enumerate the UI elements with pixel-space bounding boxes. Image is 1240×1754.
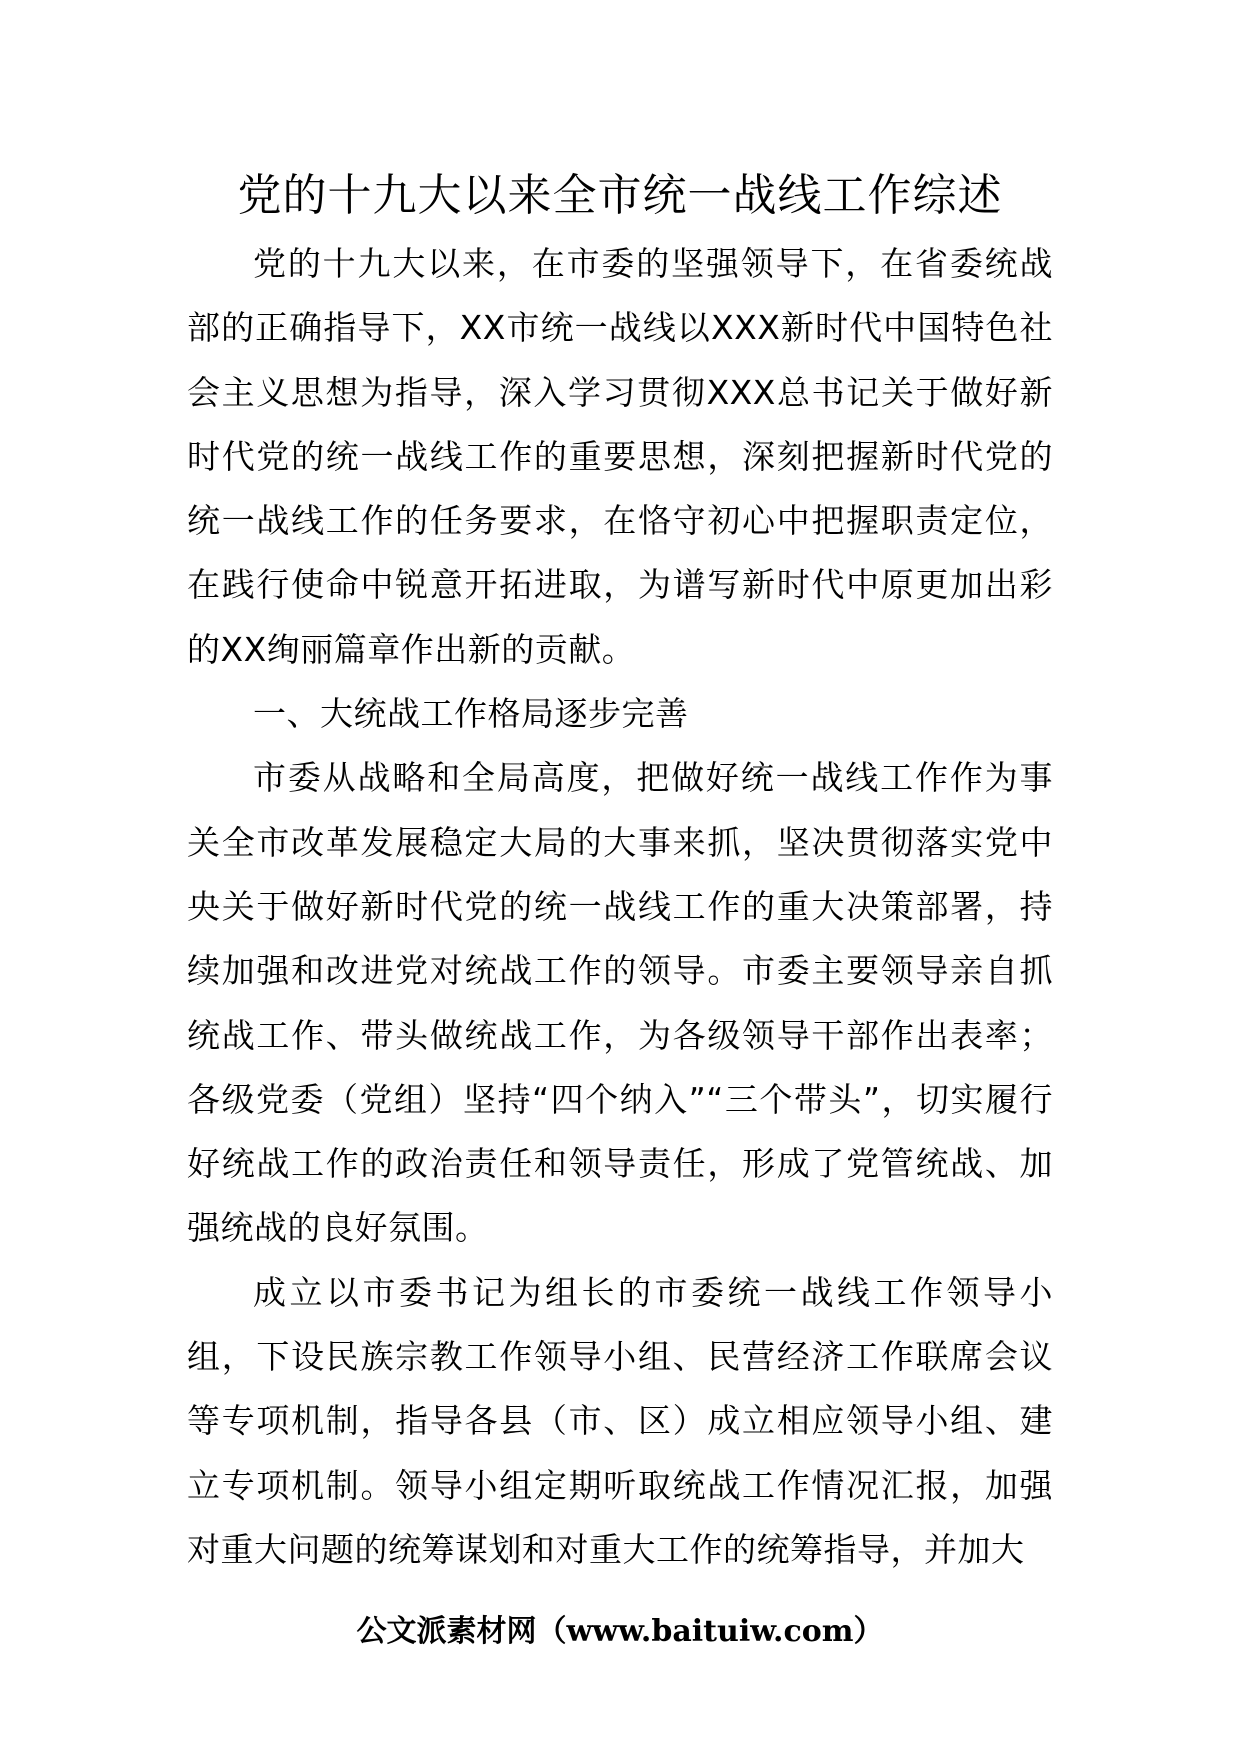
section-heading: 一、大统战工作格局逐步完善 [253, 694, 689, 734]
body-paragraph: 成立以市委书记为组长的市委统一战线工作领导小组，下设民族宗教工作领导小组、民营经济工作联席会议等专项机制，指导各县（市、区）成立相应领导小组、建立专项机制。领导小组定期听取统战工作情况汇报，加强对重大问题的统筹谋划和对重大工作的统筹指导，并加大 [187, 1272, 1053, 1569]
footer-watermark: 公文派素材网（www.baituiw.com） [356, 1614, 884, 1649]
intro-paragraph: 党的十九大以来，在市委的坚强领导下，在省委统战部的正确指导下，XX市统一战线以XXX新时代中国特色社会主义思想为指导，深入学习贯彻XXX总书记关于做好新时代党的统一战线工作的重要思想，深刻把握新时代党的统一战线工作的任务要求，在恪守初心中把握职责定位，在践行使命中锐意开拓进取，为谱写新时代中原更加出彩的XX绚丽篇章作出新的贡献。 [187, 244, 1053, 669]
document-title: 党的十九大以来全市统一战线工作综述 [237, 170, 1003, 221]
body-paragraph: 市委从战略和全局高度，把做好统一战线工作作为事关全市改革发展稳定大局的大事来抓，坚决贯彻落实党中央关于做好新时代党的统一战线工作的重大决策部署，持续加强和改进党对统战工作的领导。市委主要领导亲自抓统战工作、带头做统战工作，为各级领导干部作出表率；各级党委（党组）坚持“四个纳入”“三个带头”，切实履行好统战工作的政治责任和领导责任，形成了党管统战、加强统战的良好氛围。 [187, 758, 1053, 1248]
document-body [187, 232, 1053, 1582]
